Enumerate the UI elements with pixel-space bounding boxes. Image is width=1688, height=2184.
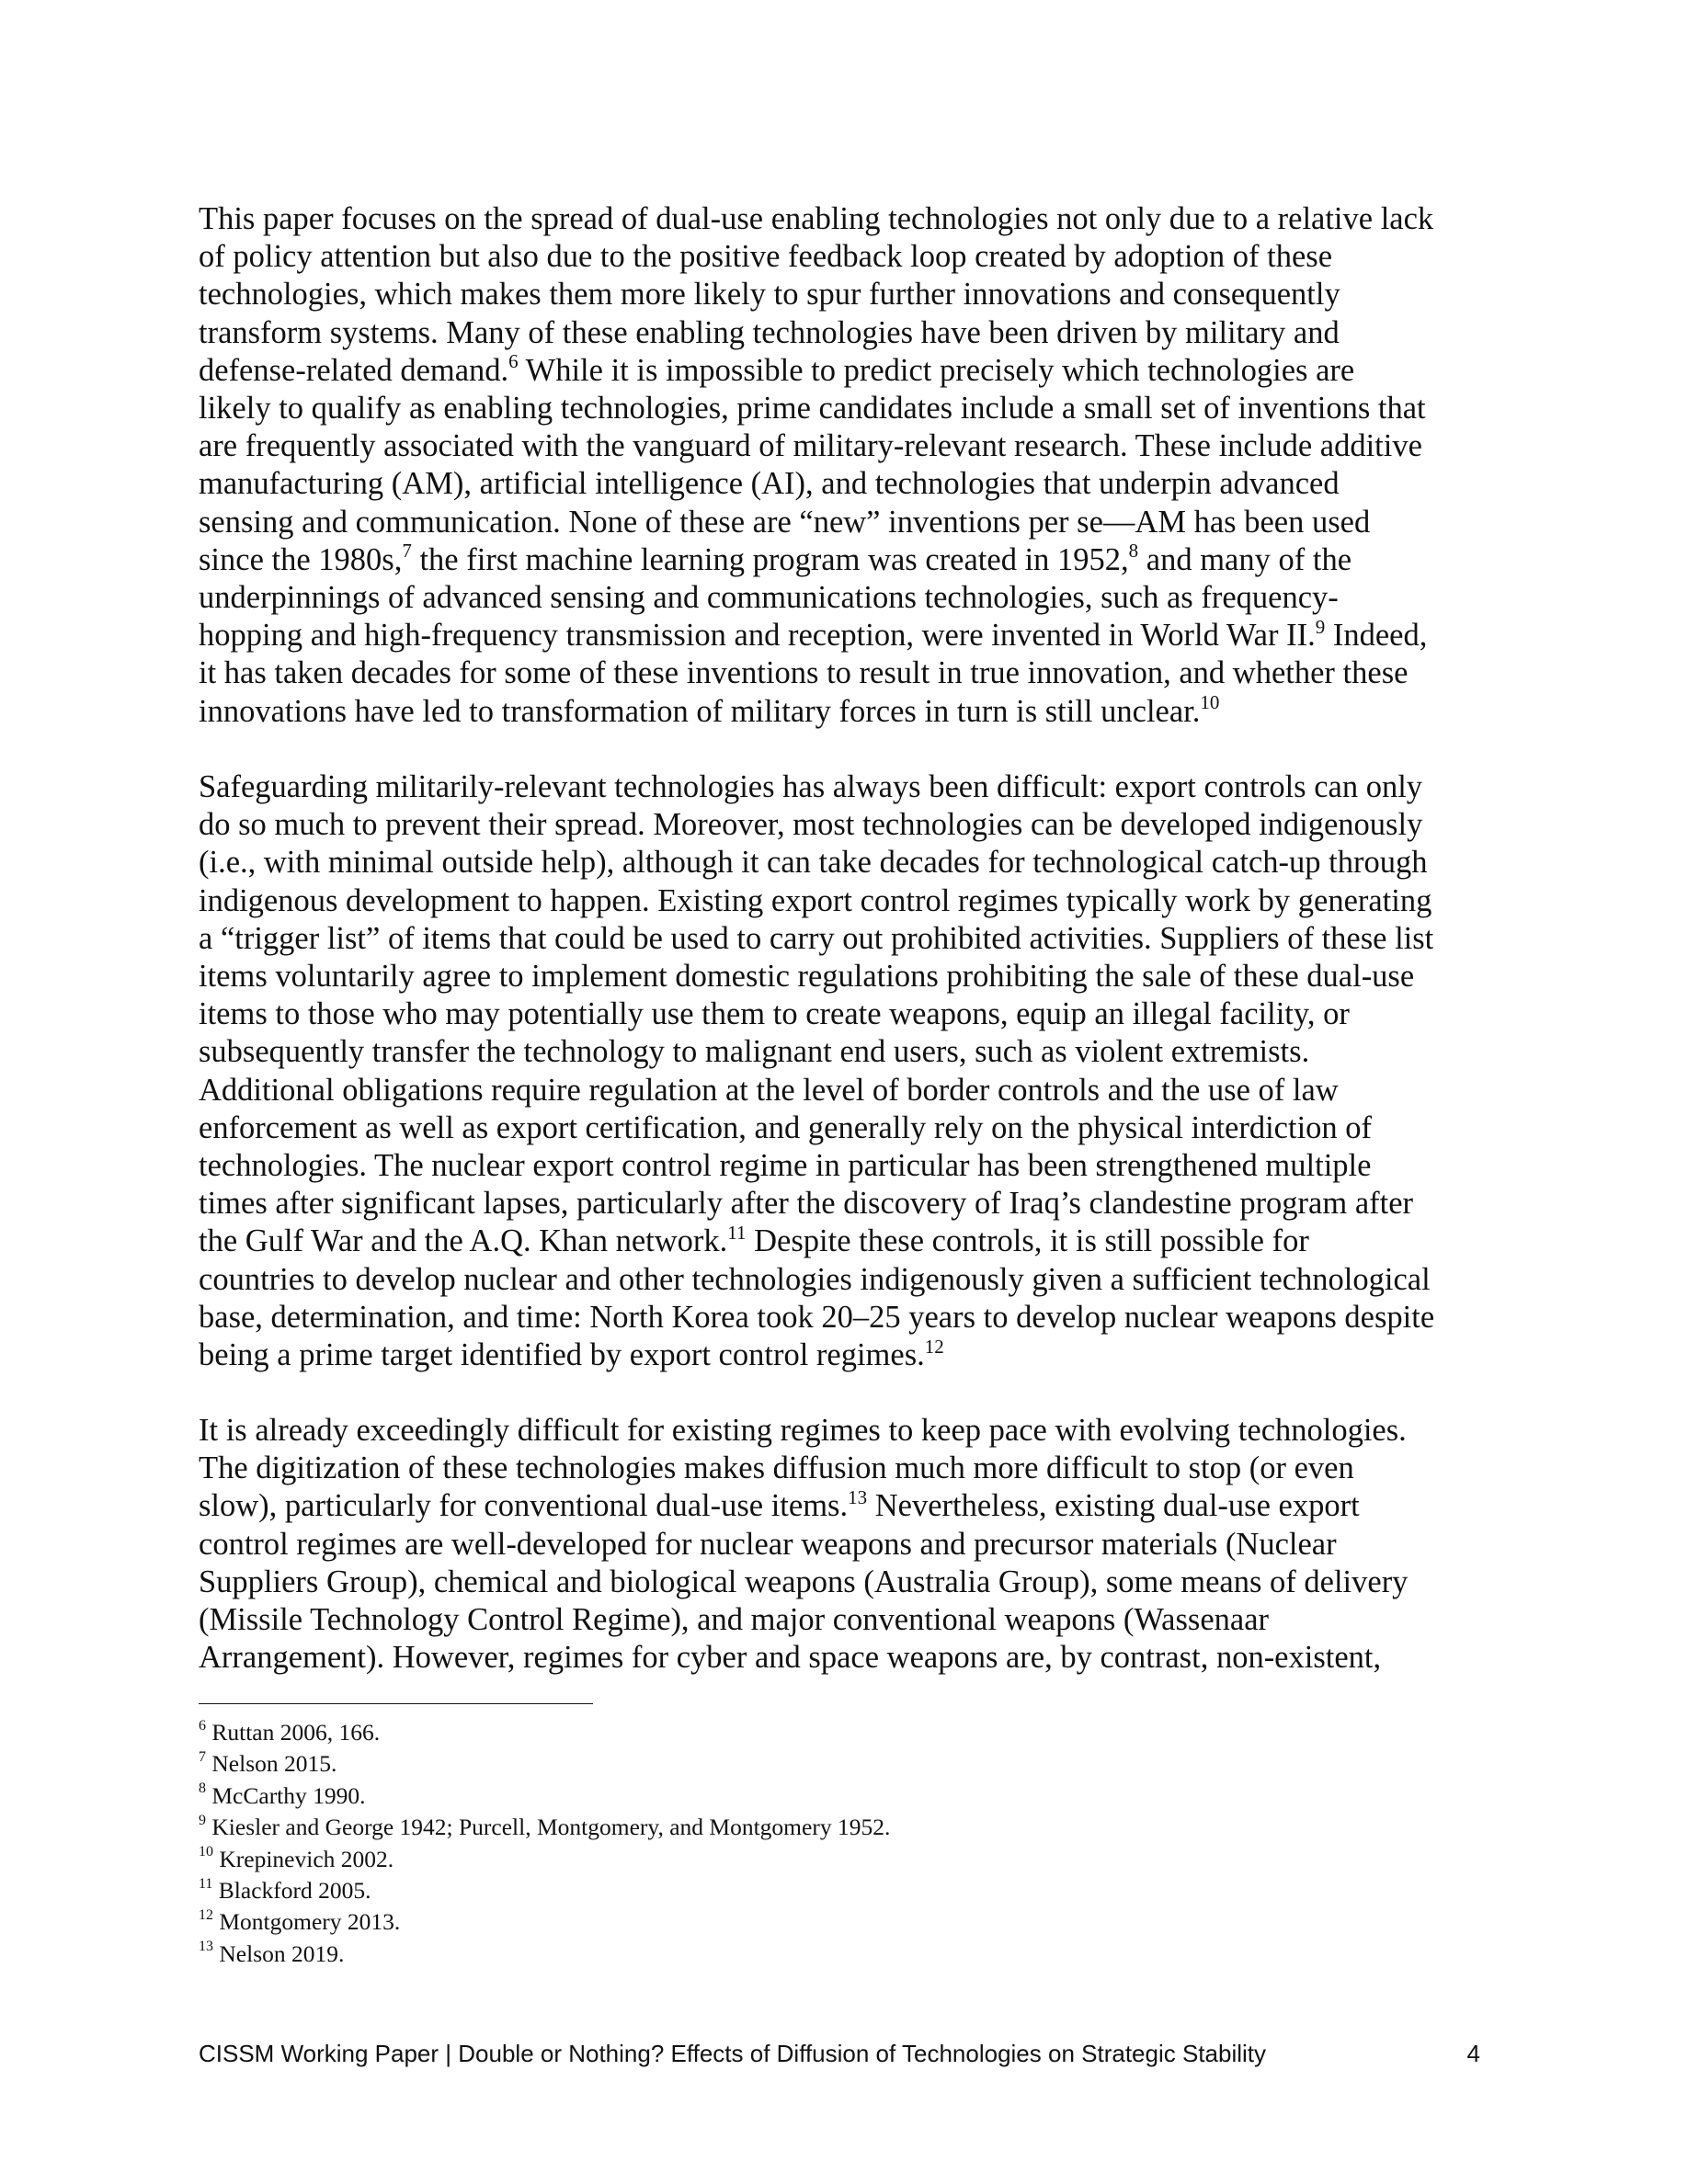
footnote-ref[interactable]: 13 [848, 1485, 868, 1508]
footnote-number: 11 [199, 1875, 213, 1892]
footnote-number: 6 [199, 1717, 206, 1734]
footnote-ref[interactable]: 12 [924, 1335, 944, 1358]
text-line: control regimes are well-developed for nuclear weapons and precursor materials (Nuclear [199, 1526, 1337, 1562]
text-line: of policy attention but also due to the positive feedback loop created by adoption of these [199, 239, 1333, 275]
text-line: technologies, which makes them more likely to spur further innovations and consequently [199, 277, 1340, 313]
footnote-number: 9 [199, 1812, 206, 1828]
footnote-ref[interactable]: 8 [1128, 540, 1139, 563]
text-line: do so much to prevent their spread. Moreover, most technologies can be developed indigenously [199, 807, 1423, 843]
text-line: sensing and communication. None of these are “new” inventions per se—AM has been used [199, 504, 1371, 540]
text-line: defense-related demand.$^6$ While it is impossible to predict precisely which technologies are [199, 350, 1355, 388]
text-line: the Gulf War and the A.Q. Khan network.$^{11}$ Despite these controls, it is still possible for [199, 1221, 1309, 1259]
text-line: indigenous development to happen. Existing export control regimes typically work by generating [199, 882, 1432, 918]
text-line: Suppliers Group), chemical and biological weapons (Australia Group), some means of delivery [199, 1564, 1409, 1599]
text-line: items voluntarily agree to implement domestic regulations prohibiting the sale of these dual-use [199, 959, 1415, 995]
text-line: a “trigger list” of items that could be used to carry out prohibited activities. Suppliers of these list [199, 920, 1434, 956]
text-line: technologies. The nuclear export control regime in particular has been strengthened multiple [199, 1148, 1372, 1184]
footnote-number: 7 [199, 1748, 206, 1765]
footnote-number: 10 [199, 1844, 213, 1860]
text-line: being a prime target identified by export control regimes.$^{12}$ [199, 1335, 944, 1373]
text-line: countries to develop nuclear and other technologies indigenously given a sufficient technological [199, 1261, 1431, 1297]
body-paragraph-1 [199, 200, 1489, 731]
text-line: This paper focuses on the spread of dual-use enabling technologies not only due to a relative lack [199, 201, 1434, 236]
footnote-ref[interactable]: 9 [1315, 615, 1326, 638]
footnote-number: 13 [199, 1939, 213, 1955]
text-line: Additional obligations require regulation at the level of border controls and the use of law [199, 1072, 1339, 1108]
running-title: CISSM Working Paper | Double or Nothing? Effects of Diffusion of Technologies on Strategic Stability [199, 2040, 1266, 2067]
text-line: (Missile Technology Control Regime), and major conventional weapons (Wassenaar [199, 1602, 1270, 1638]
footnote-10: $^{10}$ Krepinevich 2002. [199, 1844, 394, 1872]
text-line: it has taken decades for some of these inventions to result in true innovation, and whether these [199, 655, 1409, 691]
footnote-12: $^{12}$ Montgomery 2013. [199, 1906, 401, 1936]
footnote-divider [199, 1703, 593, 1704]
footnote-8: $^8$ McCarthy 1990. [199, 1780, 366, 1809]
text-line: The digitization of these technologies makes diffusion much more difficult to stop (or even [199, 1450, 1354, 1486]
text-line: times after significant lapses, particularly after the discovery of Iraq’s clandestine program after [199, 1186, 1414, 1222]
footnote-9: $^9$ Kiesler and George 1942; Purcell, Montgomery, and Montgomery 1952. [199, 1812, 891, 1841]
footnote-ref[interactable]: 6 [508, 350, 519, 373]
text-line: enforcement as well as export certification, and generally rely on the physical interdiction of [199, 1109, 1373, 1145]
footnotes [199, 1717, 1489, 1970]
text-line: likely to qualify as enabling technologies, prime candidates include a small set of inventions that [199, 391, 1426, 427]
text-line: Safeguarding militarily-relevant technologies has always been difficult: export controls can only [199, 769, 1423, 804]
footnote-number: 12 [199, 1906, 213, 1923]
text-line: items to those who may potentially use them to create weapons, equip an illegal facility, or [199, 996, 1350, 1032]
text-line: slow), particularly for conventional dual-use items.$^{13}$ Nevertheless, existing dual-use export [199, 1485, 1360, 1524]
text-line: transform systems. Many of these enabling technologies have been driven by military and [199, 314, 1340, 350]
text-line: subsequently transfer the technology to malignant end users, such as violent extremists. [199, 1034, 1310, 1070]
text-line: (i.e., with minimal outside help), although it can take decades for technological catch-up through [199, 845, 1428, 881]
text-line: Arrangement). However, regimes for cyber and space weapons are, by contrast, non-existent, [199, 1640, 1382, 1676]
footnote-number: 8 [199, 1780, 206, 1797]
text-line: underpinnings of advanced sensing and communications technologies, such as frequency- [199, 580, 1339, 616]
text-line: manufacturing (AM), artificial intelligence (AI), and technologies that underpin advanced [199, 466, 1340, 502]
text-line: are frequently associated with the vanguard of military-relevant research. These include additive [199, 428, 1422, 464]
text-line: base, determination, and time: North Korea took 20–25 years to develop nuclear weapons despite [199, 1299, 1435, 1335]
text-line: It is already exceedingly difficult for existing regimes to keep pace with evolving technologies. [199, 1413, 1407, 1448]
text-line: innovations have led to transformation of military forces in turn is still unclear.$^{10}$ [199, 691, 1220, 729]
footnote-6: $^6$ Ruttan 2006, 166. [199, 1717, 381, 1746]
footnote-ref[interactable]: 11 [727, 1221, 747, 1244]
body-paragraph-2 [199, 768, 1489, 1374]
footnote-ref[interactable]: 10 [1200, 691, 1220, 714]
footnote-11: $^{11}$ Blackford 2005. [199, 1875, 371, 1905]
page-footer [199, 2039, 1489, 2068]
body-paragraph-3 [199, 1412, 1489, 1677]
footnote-ref[interactable]: 7 [402, 540, 412, 563]
footnote-13: $^{13}$ Nelson 2019. [199, 1939, 345, 1967]
text-line: hopping and high-frequency transmission and reception, were invented in World War II.$^9$ Indeed, [199, 615, 1428, 654]
page-number: 4 [1466, 2040, 1480, 2067]
text-line: since the 1980s,$^7$ the first machine learning program was created in 1952,$^8$ and many of the [199, 540, 1352, 577]
footnote-7: $^7$ Nelson 2015. [199, 1748, 337, 1778]
